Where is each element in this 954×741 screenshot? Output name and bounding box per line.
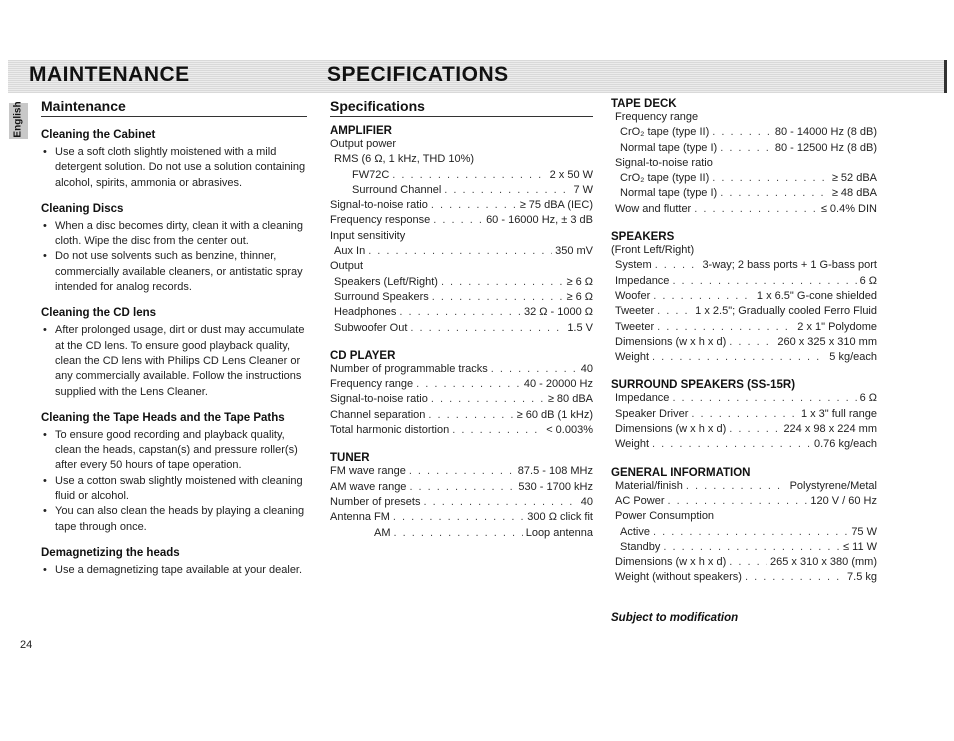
spec-label: Dimensions (w x h x d) <box>615 556 727 569</box>
specifications-banner-title: SPECIFICATIONS <box>327 63 509 86</box>
spec-label: Normal tape (type I) <box>620 187 718 200</box>
spec-label: Signal-to-noise ratio <box>330 199 428 212</box>
bullet-item: • To ensure good recording and playback quality, clean the heads, capstan(s) and pressure roller(s) after every 50 hours of tape operation. <box>41 428 307 474</box>
spec-row <box>330 510 593 525</box>
spec-row <box>611 289 877 304</box>
spec-label: Weight <box>615 438 650 451</box>
spec-row <box>611 125 877 140</box>
spec-row <box>330 305 593 320</box>
cd-player-title: CD PLAYER <box>330 349 396 362</box>
spec-label: Dimensions (w x h x d) <box>615 423 727 436</box>
output-label: Output <box>330 260 364 273</box>
spec-label: Number of presets <box>330 495 421 508</box>
spec-value: 1 x 3" full range <box>800 407 877 420</box>
spec-row <box>611 171 877 186</box>
cd-player-rows <box>330 362 593 438</box>
spec-row <box>330 362 593 377</box>
spec-label: FM wave range <box>330 465 406 478</box>
specs-column-right <box>611 98 877 624</box>
bullet-item: • After prolonged usage, dirt or dust may accumulate at the CD lens. To ensure good playback quality, clean the CD lens with Philips CD Lens Cleaner or any commercially available. Follow the instructions supplied with the Lens Cleaner. <box>41 323 307 399</box>
spec-label: Active <box>620 525 650 538</box>
output-power-label: Output power <box>330 138 397 150</box>
bullet-list <box>41 219 307 295</box>
maintenance-column <box>41 98 307 578</box>
spec-value: 120 V / 60 Hz <box>810 494 877 507</box>
spec-label: Antenna FM <box>330 511 390 524</box>
general-info-title: GENERAL INFORMATION <box>611 466 751 479</box>
spec-label: Channel separation <box>330 408 426 421</box>
maintenance-heading: Maintenance <box>41 98 307 117</box>
spec-value: 5 kg/each <box>829 351 877 364</box>
spec-row <box>611 320 877 335</box>
spec-value: 6 Ω <box>859 392 877 405</box>
spec-row <box>330 244 593 259</box>
spec-value: 75 W <box>851 525 877 538</box>
spec-label: Wow and flutter <box>615 202 692 215</box>
bullet-item: • Do not use solvents such as benzine, thinner, commercially available cleaners, or antistatic spray intended for analog records. <box>41 249 307 295</box>
spec-value: 3-way; 2 bass ports + 1 G-bass port <box>702 259 877 272</box>
speakers-title: SPEAKERS <box>611 231 675 244</box>
spec-row <box>330 198 593 213</box>
maintenance-subheading: Cleaning Discs <box>41 202 124 215</box>
speakers-rows <box>611 258 877 365</box>
spec-label: Speakers (Left/Right) <box>334 275 438 288</box>
spec-value: ≥ 6 Ω <box>566 290 593 303</box>
power-consumption-label: Power Consumption <box>615 510 715 523</box>
spec-row <box>330 464 593 479</box>
spec-value: 1.5 V <box>567 321 593 334</box>
spec-label: Frequency response <box>330 214 431 227</box>
spec-value: ≥ 52 dBA <box>831 172 877 185</box>
spec-row <box>611 304 877 319</box>
spec-value: 7.5 kg <box>847 571 877 584</box>
input-sensitivity-label: Input sensitivity <box>330 229 406 242</box>
spec-label: AM <box>374 526 391 539</box>
spec-row <box>330 392 593 407</box>
maintenance-sections <box>41 129 307 578</box>
spec-row <box>611 570 877 585</box>
bullet-item: • When a disc becomes dirty, clean it with a cleaning cloth. Wipe the disc from the center out. <box>41 219 307 250</box>
spec-label: Number of programmable tracks <box>330 362 488 375</box>
spec-value: 1 x 6.5" G-cone shielded <box>756 289 877 302</box>
subject-to-modification-note: Subject to modification <box>611 611 739 624</box>
spec-value: 7 W <box>573 183 593 196</box>
spec-value: 60 - 16000 Hz, ± 3 dB <box>486 214 593 227</box>
spec-row <box>330 526 593 541</box>
spec-row <box>611 407 877 422</box>
spec-value: 6 Ω <box>859 274 877 287</box>
spec-value: 2 x 50 W <box>549 168 593 181</box>
bullet-list <box>41 323 307 399</box>
spec-label: Woofer <box>615 289 651 302</box>
spec-value: 530 - 1700 kHz <box>518 480 593 493</box>
spec-row <box>611 422 877 437</box>
spec-label: CrO₂ tape (type II) <box>620 126 710 139</box>
spec-value: 265 x 310 x 380 (mm) <box>770 556 877 569</box>
spec-row <box>330 213 593 228</box>
spec-row <box>330 408 593 423</box>
spec-value: ≤ 0.4% DIN <box>820 202 877 215</box>
maintenance-banner-title: MAINTENANCE <box>29 63 190 86</box>
spec-label: Impedance <box>615 274 670 287</box>
tuner-rows <box>330 464 593 525</box>
spec-value: 260 x 325 x 310 mm <box>777 335 877 348</box>
spec-label: Weight (without speakers) <box>615 571 742 584</box>
spec-value: 80 - 12500 Hz (8 dB) <box>774 141 877 154</box>
spec-label: AC Power <box>615 494 665 507</box>
spec-label: Surround Speakers <box>334 290 429 303</box>
spec-label: Frequency range <box>330 378 414 391</box>
spec-label: Material/finish <box>615 479 683 492</box>
spec-row <box>330 423 593 438</box>
spec-row <box>611 540 877 555</box>
spec-label: System <box>615 259 652 272</box>
amplifier-title: AMPLIFIER <box>330 125 392 137</box>
spec-row <box>611 141 877 156</box>
spec-value: 0.76 kg/each <box>814 438 877 451</box>
spec-row <box>611 494 877 509</box>
header-banner <box>8 60 947 93</box>
spec-value: ≥ 48 dBA <box>831 187 877 200</box>
specs-column-left <box>330 98 593 541</box>
spec-value: < 0.003% <box>546 424 593 437</box>
spec-label: Normal tape (type I) <box>620 141 718 154</box>
spec-label: Weight <box>615 351 650 364</box>
speakers-subtitle: (Front Left/Right) <box>611 244 695 257</box>
spec-label: Signal-to-noise ratio <box>330 393 428 406</box>
bullet-list <box>41 145 307 191</box>
language-label: English <box>12 101 24 138</box>
spec-label: FW72C <box>352 168 390 181</box>
spec-value: 80 - 14000 Hz (8 dB) <box>774 126 877 139</box>
bullet-item: • You can also clean the heads by playing a cleaning tape through once. <box>41 504 307 535</box>
spec-row <box>330 377 593 392</box>
surround-speakers-title: SURROUND SPEAKERS (SS-15R) <box>611 379 796 392</box>
spec-row <box>611 350 877 365</box>
tape-deck-title: TAPE DECK <box>611 98 677 110</box>
spec-row <box>611 437 877 452</box>
spec-value: 40 - 20000 Hz <box>523 378 593 391</box>
spec-label: Subwoofer Out <box>334 321 408 334</box>
spec-value: 1 x 2.5"; Gradually cooled Ferro Fluid <box>695 305 877 318</box>
bullet-item: • Use a demagnetizing tape available at your dealer. <box>41 563 307 578</box>
spec-row <box>611 555 877 570</box>
spec-row <box>611 479 877 494</box>
spec-value: ≤ 11 W <box>843 540 877 553</box>
maintenance-subheading: Demagnetizing the heads <box>41 546 180 559</box>
bullet-item: • Use a cotton swab slightly moistened with cleaning fluid or alcohol. <box>41 474 307 505</box>
bullet-list <box>41 563 307 578</box>
spec-row <box>330 290 593 305</box>
spec-row <box>611 335 877 350</box>
spec-row <box>611 274 877 289</box>
spec-row <box>330 168 593 183</box>
bullet-list <box>41 428 307 535</box>
spec-value: 224 x 98 x 224 mm <box>783 423 877 436</box>
spec-row <box>330 321 593 336</box>
spec-label: Standby <box>620 540 661 553</box>
spec-value: 300 Ω click fit <box>527 511 593 524</box>
spec-value: Loop antenna <box>525 526 593 539</box>
spec-value: ≥ 80 dBA <box>547 393 593 406</box>
spec-value: 2 x 1" Polydome <box>797 320 877 333</box>
maintenance-subheading: Cleaning the CD lens <box>41 307 157 320</box>
spec-label: Headphones <box>334 306 397 319</box>
spec-row <box>611 525 877 540</box>
spec-value: ≥ 75 dBA (IEC) <box>519 199 593 212</box>
spec-row <box>330 183 593 198</box>
page-number: 24 <box>20 639 33 651</box>
spec-label: Dimensions (w x h x d) <box>615 335 727 348</box>
spec-row <box>611 202 877 217</box>
spec-label: Impedance <box>615 392 670 405</box>
surround-speakers-rows <box>611 391 877 452</box>
spec-value: ≥ 6 Ω <box>566 275 593 288</box>
spec-row <box>611 186 877 201</box>
spec-value: Polystyrene/Metal <box>789 479 877 492</box>
spec-value: 350 mV <box>555 245 593 258</box>
spec-row <box>611 391 877 406</box>
frequency-range-label: Frequency range <box>615 111 699 123</box>
spec-value: 87.5 - 108 MHz <box>517 465 593 478</box>
spec-row <box>330 480 593 495</box>
language-tab <box>9 103 28 139</box>
tuner-title: TUNER <box>330 452 370 465</box>
spec-row <box>611 258 877 273</box>
spec-row <box>330 495 593 510</box>
snr-label: Signal-to-noise ratio <box>615 156 713 169</box>
spec-label: AM wave range <box>330 480 407 493</box>
spec-label: Speaker Driver <box>615 407 689 420</box>
maintenance-subheading: Cleaning the Tape Heads and the Tape Paths <box>41 411 285 424</box>
spec-label: Tweeter <box>615 305 655 318</box>
rms-label: RMS (6 Ω, 1 kHz, THD 10%) <box>334 153 475 166</box>
spec-label: CrO₂ tape (type II) <box>620 172 710 185</box>
spec-value: ≥ 60 dB (1 kHz) <box>516 408 593 421</box>
spec-label: Tweeter <box>615 320 655 333</box>
spec-label: Aux In <box>334 245 366 258</box>
spec-label: Surround Channel <box>352 183 442 196</box>
specifications-heading: Specifications <box>330 98 593 117</box>
spec-row <box>330 275 593 290</box>
maintenance-subheading: Cleaning the Cabinet <box>41 129 156 141</box>
spec-label: Total harmonic distortion <box>330 424 450 437</box>
spec-value: 32 Ω - 1000 Ω <box>523 306 593 319</box>
spec-value: 40 <box>580 362 593 375</box>
spec-value: 40 <box>580 495 593 508</box>
bullet-item: • Use a soft cloth slightly moistened with a mild detergent solution. Do not use a solution containing alcohol, spirits, ammonia or abrasives. <box>41 145 307 191</box>
